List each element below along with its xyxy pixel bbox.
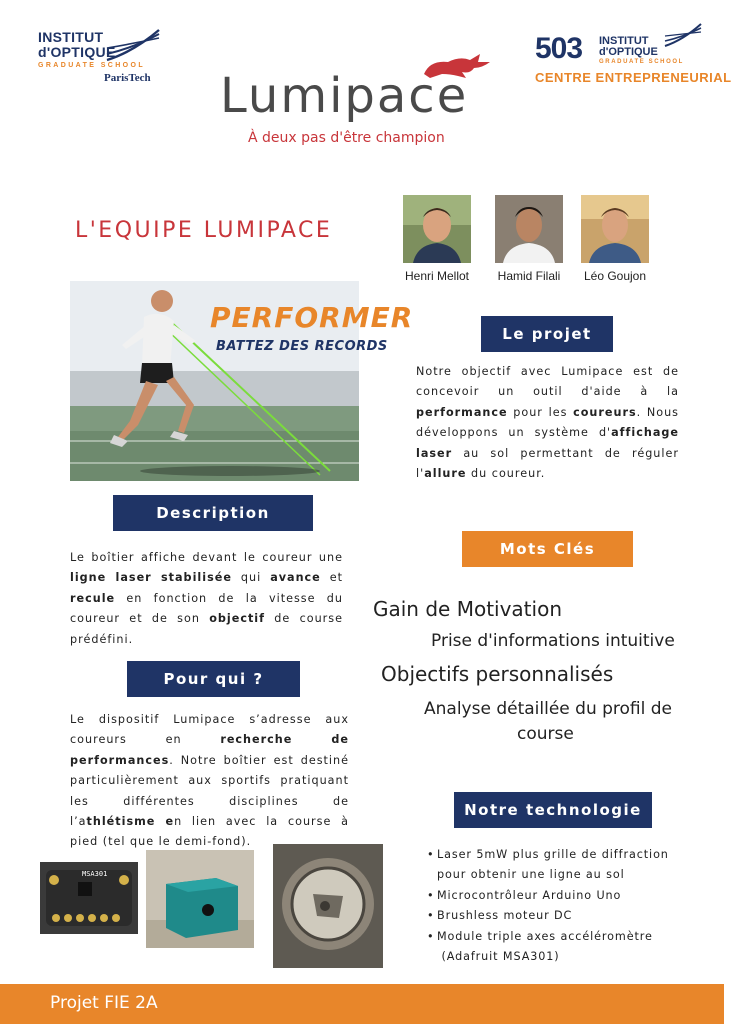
runner-photo bbox=[70, 281, 414, 481]
avatar bbox=[581, 195, 649, 263]
logo-text-graduate-2: GRADUATE SCHOOL bbox=[599, 59, 684, 65]
list-item-text: pour obtenir une ligne au sol bbox=[437, 868, 625, 882]
description-text-part: en fonction de la vitesse du coureur et de son bbox=[70, 591, 343, 626]
projet-text bbox=[416, 362, 679, 484]
team-member bbox=[570, 195, 660, 283]
logo-arcs-icon-2 bbox=[663, 22, 703, 48]
keyword-analyse: Analyse détaillée du profil de bbox=[424, 699, 673, 719]
logo-text-optique-line: d'OPTIQUE bbox=[599, 46, 658, 58]
list-item-text: Microcontrôleur Arduino Uno bbox=[437, 888, 622, 902]
description-text-part: de course prédéfini. bbox=[70, 612, 343, 646]
pourqui-text-part: n lien avec la course à pied (tel que le demi-fond). bbox=[70, 815, 349, 849]
pourqui-text bbox=[70, 710, 349, 853]
logo-text-institut-2 bbox=[599, 36, 658, 58]
list-item bbox=[427, 845, 697, 886]
description-bold: ligne laser stabilisée bbox=[70, 571, 232, 585]
member-name: Hamid Filali bbox=[497, 269, 561, 283]
pourqui-bold: thlétisme e bbox=[86, 815, 175, 829]
logo-text-graduate: GRADUATE SCHOOL bbox=[38, 62, 146, 69]
motscles-heading: Mots Clés bbox=[462, 531, 633, 567]
projet-bold: coureurs bbox=[573, 405, 637, 419]
description-bold: recule bbox=[70, 591, 116, 605]
keyword-objectifs: Objectifs personnalisés bbox=[381, 662, 614, 686]
technologie-list bbox=[427, 845, 697, 967]
technologie-heading: Notre technologie bbox=[454, 792, 652, 828]
list-item-text: Laser 5mW plus grille de diffraction bbox=[437, 848, 669, 861]
centre-entrepreneurial-logo bbox=[535, 30, 732, 90]
description-bold: avance bbox=[270, 571, 321, 585]
projet-heading: Le projet bbox=[481, 316, 613, 352]
projet-bold: performance bbox=[416, 405, 508, 419]
team-member bbox=[484, 195, 574, 283]
photo-headline: PERFORMER bbox=[210, 301, 414, 334]
logo-arcs-icon bbox=[105, 26, 161, 62]
pourqui-heading: Pour qui ? bbox=[127, 661, 300, 697]
pourqui-bold: recherche de performances bbox=[70, 733, 349, 767]
logo-text-centre: CENTRE ENTREPRENEURIAL bbox=[535, 70, 732, 85]
projet-text-part: Notre objectif avec Lumipace est de concevoir un outil d'aide à la bbox=[416, 365, 679, 399]
member-name: Henri Mellot bbox=[404, 269, 470, 283]
projet-text-part: pour les bbox=[507, 405, 574, 419]
footer-bar bbox=[0, 984, 724, 1024]
footer-text: Projet FIE 2A bbox=[50, 993, 158, 1013]
avatar bbox=[495, 195, 563, 263]
description-text-part: et bbox=[320, 571, 344, 585]
logo-text-institut-line: INSTITUT bbox=[599, 35, 649, 47]
team-member bbox=[392, 195, 482, 283]
keyword-motivation: Gain de Motivation bbox=[373, 597, 562, 621]
pourqui-text-part: Le dispositif Lumipace s’adresse aux coureurs en bbox=[70, 713, 349, 747]
description-text-part: Le boîtier affiche devant le coureur une bbox=[70, 551, 343, 564]
member-name: Léo Goujon bbox=[583, 269, 647, 283]
accelerometer-photo bbox=[40, 862, 138, 934]
description-text-part: qui bbox=[231, 571, 271, 585]
device-box-photo bbox=[146, 850, 254, 948]
brand-name: Lumipace bbox=[220, 68, 469, 124]
projet-text-part: . Nous développons un système d' bbox=[416, 405, 679, 440]
board-label: MSA301 bbox=[82, 870, 108, 878]
list-item bbox=[427, 886, 697, 906]
logo-text-paristech: ParisTech bbox=[104, 72, 151, 84]
laser-lens-photo bbox=[273, 844, 383, 968]
logo-text-institut: INSTITUT bbox=[38, 29, 104, 45]
list-item bbox=[427, 927, 697, 968]
projet-text-part: du coureur. bbox=[466, 467, 546, 481]
lumipace-brand bbox=[220, 60, 510, 146]
list-item-text: Brushless moteur DC bbox=[437, 909, 573, 923]
avatar bbox=[403, 195, 471, 263]
brand-tagline: À deux pas d'être champion bbox=[248, 130, 445, 146]
logo-503: 503 bbox=[535, 32, 583, 65]
description-heading: Description bbox=[113, 495, 313, 531]
projet-text-part: au sol permettant de réguler l' bbox=[416, 446, 679, 481]
list-item bbox=[427, 906, 697, 926]
keyword-analyse-2: course bbox=[517, 724, 574, 744]
photo-subheadline: BATTEZ DES RECORDS bbox=[216, 339, 388, 354]
projet-bold: affichage laser bbox=[416, 426, 679, 460]
list-item-text: (Adafruit MSA301) bbox=[441, 950, 560, 964]
list-item-text: Module triple axes accéléromètre bbox=[437, 929, 653, 943]
team-title: L'EQUIPE LUMIPACE bbox=[75, 218, 333, 243]
description-text bbox=[70, 548, 343, 650]
keyword-intuitive: Prise d'informations intuitive bbox=[431, 631, 675, 651]
projet-bold: allure bbox=[424, 467, 467, 481]
logo-text-optique: d'OPTIQUE bbox=[38, 44, 116, 60]
pourqui-text-part: . Notre boîtier est destiné particulièrement aux sportifs pratiquant les différentes disciplines de l’a bbox=[70, 753, 349, 829]
description-bold: objectif bbox=[209, 612, 266, 626]
